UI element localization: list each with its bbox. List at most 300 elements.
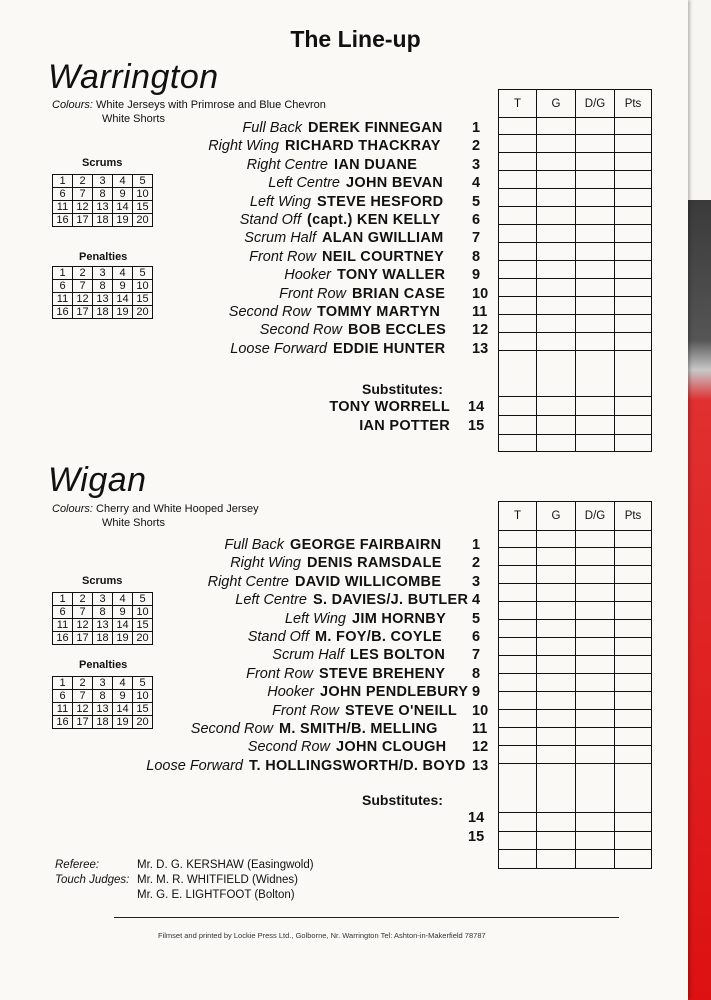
score-cell [537, 435, 576, 452]
grid-cell: 19 [113, 306, 133, 319]
grid-cell: 5 [133, 593, 153, 606]
player-number: 11 [472, 721, 488, 737]
player-name: JOHN BEVAN [346, 175, 443, 192]
score-cell [499, 728, 537, 746]
player-name: ALAN GWILLIAM [322, 230, 444, 247]
grid-cell: 2 [73, 175, 93, 188]
grid-cell: 6 [53, 188, 73, 201]
player-name: STEVE BREHENY [319, 665, 446, 682]
footer-divider [114, 917, 619, 918]
grid-cell: 1 [53, 267, 73, 280]
score-cell [576, 315, 615, 333]
score-cell [537, 746, 576, 764]
score-cell [499, 118, 537, 135]
substitute-row [0, 810, 500, 828]
grid-cell: 12 [73, 201, 93, 214]
player-position: Second Row [247, 739, 330, 756]
player-number: 1 [472, 537, 481, 553]
player-position: Second Row [259, 322, 342, 339]
score-cell [499, 674, 537, 692]
score-cell [615, 435, 652, 452]
score-cell [537, 153, 576, 171]
player-row [0, 120, 500, 138]
score-cell [576, 746, 615, 764]
score-cell [499, 416, 537, 435]
grid-cell: 17 [73, 306, 93, 319]
score-cell [537, 531, 576, 548]
score-cell [615, 315, 652, 333]
player-row [0, 739, 500, 757]
grid-cell: 5 [133, 267, 153, 280]
score-cell [576, 351, 615, 397]
score-cell [615, 171, 652, 189]
score-cell [615, 297, 652, 315]
grid-cell: 9 [113, 280, 133, 293]
grid-cell: 14 [113, 201, 133, 214]
player-name: DAVID WILLICOMBE [295, 573, 442, 590]
score-cell [537, 225, 576, 243]
score-cell [576, 832, 615, 850]
grid-cell: 20 [133, 306, 153, 319]
grid-cell: 13 [93, 201, 113, 214]
grid-cell: 7 [73, 606, 93, 619]
player-row [0, 703, 500, 721]
score-cell [615, 813, 652, 832]
score-cell [499, 435, 537, 452]
substitute-row [0, 418, 500, 436]
score-cell [499, 566, 537, 584]
score-cell [499, 135, 537, 153]
score-cell [499, 656, 537, 674]
player-position: Front Row [246, 665, 313, 682]
grid-cell: 11 [53, 293, 73, 306]
score-cell [499, 638, 537, 656]
grid-cell: 10 [133, 606, 153, 619]
grid-cell: 20 [133, 632, 153, 645]
score-cell [576, 261, 615, 279]
score-cell [537, 674, 576, 692]
grid-cell: 13 [93, 703, 113, 716]
grid-cell: 16 [53, 214, 73, 227]
score-cell [537, 416, 576, 435]
grid-cell: 4 [113, 677, 133, 690]
score-cell [537, 692, 576, 710]
score-cell [615, 135, 652, 153]
score-table-warrington [498, 89, 652, 452]
score-cell [576, 153, 615, 171]
score-cell [537, 584, 576, 602]
grid-cell: 18 [93, 214, 113, 227]
grid-cell: 10 [133, 690, 153, 703]
grid-cell: 1 [53, 677, 73, 690]
score-cell [537, 207, 576, 225]
player-number: 7 [472, 230, 481, 247]
score-cell [615, 710, 652, 728]
team-name-wigan: Wigan [48, 461, 147, 499]
grid-cell: 12 [73, 619, 93, 632]
touch-judge-1: Mr. M. R. WHITFIELD (Widnes) [137, 874, 298, 886]
player-number: 4 [472, 592, 481, 609]
player-name: STEVE O'NEILL [345, 702, 458, 719]
score-cell [615, 333, 652, 351]
score-cell [615, 548, 652, 566]
score-header: T [499, 502, 537, 531]
score-cell [615, 746, 652, 764]
colours-wigan [52, 502, 259, 530]
player-name: RICHARD THACKRAY [285, 138, 441, 155]
player-name: JOHN CLOUGH [336, 739, 447, 756]
score-cell [499, 225, 537, 243]
grid-cell: 9 [113, 188, 133, 201]
grid-cell: 15 [133, 293, 153, 306]
player-name: TOMMY MARTYN [317, 304, 441, 320]
score-header: G [537, 502, 576, 531]
score-cell [576, 656, 615, 674]
grid-cell: 6 [53, 280, 73, 293]
score-header: D/G [576, 90, 615, 118]
substitute-name: IAN POTTER [359, 417, 450, 434]
player-number: 1 [472, 120, 481, 136]
player-name: BOB ECCLES [348, 322, 447, 339]
player-position: Right Wing [230, 555, 301, 572]
player-name: (capt.) KEN KELLY [307, 212, 441, 228]
substitute-row [0, 399, 500, 417]
grid-cell: 19 [113, 632, 133, 645]
grid-cell: 10 [133, 280, 153, 293]
score-cell [537, 566, 576, 584]
score-cell [576, 584, 615, 602]
score-cell [615, 118, 652, 135]
grid-cell: 16 [53, 306, 73, 319]
score-cell [537, 710, 576, 728]
grid-cell: 13 [93, 619, 113, 632]
score-cell [576, 243, 615, 261]
score-cell [499, 531, 537, 548]
score-cell [576, 435, 615, 452]
score-cell [499, 602, 537, 620]
penalties-label-warrington: Penalties [79, 251, 128, 263]
grid-cell: 7 [73, 188, 93, 201]
player-number: 10 [472, 285, 489, 302]
score-cell [615, 584, 652, 602]
score-cell [499, 261, 537, 279]
grid-cell: 17 [73, 214, 93, 227]
score-cell [615, 279, 652, 297]
player-position: Left Centre [268, 175, 340, 192]
player-position: Stand Off [239, 212, 301, 228]
score-cell [576, 531, 615, 548]
score-cell [499, 746, 537, 764]
score-cell [576, 620, 615, 638]
score-cell [499, 207, 537, 225]
score-cell [615, 692, 652, 710]
score-cell [576, 397, 615, 416]
grid-cell: 8 [93, 606, 113, 619]
grid-cell: 8 [93, 188, 113, 201]
player-name: NEIL COURTNEY [322, 248, 445, 265]
grid-cell: 4 [113, 267, 133, 280]
player-name: EDDIE HUNTER [333, 340, 446, 357]
substitute-number: 15 [468, 417, 485, 434]
score-cell [537, 656, 576, 674]
grid-cell: 10 [133, 188, 153, 201]
player-position: Full Back [224, 537, 284, 553]
score-cell [499, 832, 537, 850]
player-position: Left Wing [284, 610, 346, 627]
player-row [0, 647, 500, 665]
player-row [0, 611, 500, 629]
player-name: T. HOLLINGSWORTH/D. BOYD [249, 757, 466, 774]
score-cell [615, 243, 652, 261]
substitutes-label-wigan: Substitutes: [362, 792, 443, 808]
page-title: The Line-up [290, 26, 421, 52]
grid-cell: 14 [113, 619, 133, 632]
player-name: GEORGE FAIRBAIRN [290, 537, 442, 553]
score-cell [615, 602, 652, 620]
player-number: 9 [472, 684, 481, 701]
score-header: Pts [615, 90, 652, 118]
player-row [0, 629, 500, 647]
score-cell [615, 566, 652, 584]
grid-cell: 17 [73, 716, 93, 729]
score-cell [576, 710, 615, 728]
grid-cell: 11 [53, 703, 73, 716]
grid-cell: 14 [113, 703, 133, 716]
player-row [0, 157, 500, 175]
colours-label: Colours: [52, 503, 93, 515]
score-cell [615, 225, 652, 243]
player-row [0, 304, 500, 322]
player-name: IAN DUANE [334, 156, 418, 173]
player-row [0, 322, 500, 340]
player-number: 2 [472, 138, 481, 155]
substitute-number: 15 [468, 828, 485, 845]
score-cell [499, 153, 537, 171]
score-cell [537, 832, 576, 850]
player-number: 12 [472, 322, 489, 339]
score-cell [615, 674, 652, 692]
score-cell [537, 728, 576, 746]
score-cell [499, 850, 537, 869]
grid-cell: 15 [133, 619, 153, 632]
player-position: Right Centre [207, 573, 289, 590]
player-row [0, 592, 500, 610]
grid-cell: 20 [133, 716, 153, 729]
penalties-label-wigan: Penalties [79, 659, 128, 671]
score-cell [615, 531, 652, 548]
score-cell [499, 397, 537, 416]
grid-cell: 16 [53, 716, 73, 729]
player-position: Right Wing [208, 138, 279, 155]
score-cell [499, 315, 537, 333]
player-row [0, 684, 500, 702]
player-position: Scrum Half [272, 647, 344, 664]
score-cell [537, 850, 576, 869]
score-cell [537, 171, 576, 189]
player-row [0, 286, 500, 304]
grid-cell: 15 [133, 201, 153, 214]
player-row [0, 721, 500, 739]
player-position: Scrum Half [244, 230, 316, 247]
grid-cell: 3 [93, 267, 113, 280]
player-row [0, 666, 500, 684]
score-cell [499, 189, 537, 207]
score-cell [537, 297, 576, 315]
score-cell [499, 351, 537, 397]
player-number: 11 [472, 304, 488, 320]
player-name: TONY WALLER [337, 267, 446, 284]
grid-cell: 16 [53, 632, 73, 645]
score-cell [576, 297, 615, 315]
player-position: Loose Forward [230, 340, 327, 357]
player-row [0, 175, 500, 193]
score-cell [499, 692, 537, 710]
score-cell [615, 189, 652, 207]
grid-cell: 4 [113, 593, 133, 606]
player-position: Full Back [242, 120, 302, 136]
score-cell [537, 813, 576, 832]
player-name: JIM HORNBY [352, 610, 447, 627]
score-cell [499, 279, 537, 297]
score-table-wigan [498, 501, 652, 869]
grid-cell: 3 [93, 677, 113, 690]
player-number: 10 [472, 702, 489, 719]
score-cell [576, 279, 615, 297]
score-cell [615, 638, 652, 656]
player-position: Second Row [190, 721, 273, 737]
player-number: 6 [472, 629, 481, 645]
player-number: 3 [472, 156, 481, 173]
background-photo-edge [685, 200, 711, 1000]
grid-cell: 12 [73, 703, 93, 716]
score-cell [537, 189, 576, 207]
grid-cell: 20 [133, 214, 153, 227]
score-cell [576, 602, 615, 620]
scrums-label-warrington: Scrums [82, 157, 123, 169]
score-cell [615, 832, 652, 850]
score-cell [615, 153, 652, 171]
score-cell [615, 397, 652, 416]
player-number: 5 [472, 193, 481, 210]
score-cell [537, 548, 576, 566]
score-cell [576, 207, 615, 225]
score-cell [576, 728, 615, 746]
score-cell [499, 764, 537, 813]
player-number: 8 [472, 665, 481, 682]
player-row [0, 758, 500, 776]
score-cell [615, 261, 652, 279]
player-position: Loose Forward [146, 757, 243, 774]
score-cell [576, 850, 615, 869]
player-name: STEVE HESFORD [317, 193, 444, 210]
score-cell [537, 279, 576, 297]
player-position: Left Wing [249, 193, 311, 210]
grid-cell: 8 [93, 690, 113, 703]
player-name: DENIS RAMSDALE [307, 555, 442, 572]
substitute-name: TONY WORRELL [329, 399, 450, 415]
score-cell [499, 171, 537, 189]
player-row [0, 138, 500, 156]
player-name: M. FOY/B. COYLE [315, 629, 442, 645]
score-cell [499, 243, 537, 261]
player-name: DEREK FINNEGAN [308, 120, 443, 136]
grid-cell: 2 [73, 593, 93, 606]
player-number: 13 [472, 757, 489, 774]
score-cell [499, 584, 537, 602]
grid-cell: 9 [113, 606, 133, 619]
score-cell [576, 416, 615, 435]
score-header: D/G [576, 502, 615, 531]
grid-cell: 18 [93, 632, 113, 645]
player-row [0, 249, 500, 267]
touch-judges-label: Touch Judges: [55, 874, 130, 886]
grid-cell: 5 [133, 175, 153, 188]
score-cell [576, 764, 615, 813]
grid-cell: 8 [93, 280, 113, 293]
grid-cell: 2 [73, 677, 93, 690]
grid-cell: 4 [113, 175, 133, 188]
substitute-number: 14 [468, 810, 485, 826]
score-cell [537, 764, 576, 813]
score-cell [576, 813, 615, 832]
player-name: LES BOLTON [350, 647, 446, 664]
score-cell [537, 135, 576, 153]
grid-cell: 17 [73, 632, 93, 645]
score-cell [576, 548, 615, 566]
score-cell [499, 548, 537, 566]
player-row [0, 555, 500, 573]
substitutes-label-warrington: Substitutes: [362, 381, 443, 397]
player-row [0, 341, 500, 359]
colours-label: Colours: [52, 99, 93, 111]
player-name: S. DAVIES/J. BUTLER [313, 592, 469, 609]
grid-cell: 7 [73, 690, 93, 703]
player-row [0, 230, 500, 248]
substitute-number: 14 [468, 399, 485, 415]
score-cell [576, 118, 615, 135]
score-cell [576, 638, 615, 656]
referee-name: Mr. D. G. KERSHAW (Easingwold) [137, 859, 314, 871]
grid-cell: 3 [93, 593, 113, 606]
colours-line2: White Shorts [102, 113, 165, 125]
player-row [0, 537, 500, 555]
player-number: 9 [472, 267, 481, 284]
player-number: 4 [472, 175, 481, 192]
score-cell [537, 261, 576, 279]
team-name-warrington: Warrington [48, 58, 219, 96]
player-position: Front Row [249, 248, 316, 265]
grid-cell: 12 [73, 293, 93, 306]
score-cell [537, 351, 576, 397]
player-name: M. SMITH/B. MELLING [279, 721, 438, 737]
player-row [0, 267, 500, 285]
score-cell [537, 243, 576, 261]
player-number: 5 [472, 610, 481, 627]
score-cell [576, 171, 615, 189]
score-cell [499, 710, 537, 728]
grid-cell: 6 [53, 606, 73, 619]
score-cell [499, 620, 537, 638]
score-cell [576, 692, 615, 710]
score-cell [499, 813, 537, 832]
score-cell [537, 333, 576, 351]
player-row [0, 212, 500, 230]
grid-cell: 2 [73, 267, 93, 280]
score-cell [537, 620, 576, 638]
player-number: 7 [472, 647, 481, 664]
grid-cell: 18 [93, 716, 113, 729]
score-header: G [537, 90, 576, 118]
